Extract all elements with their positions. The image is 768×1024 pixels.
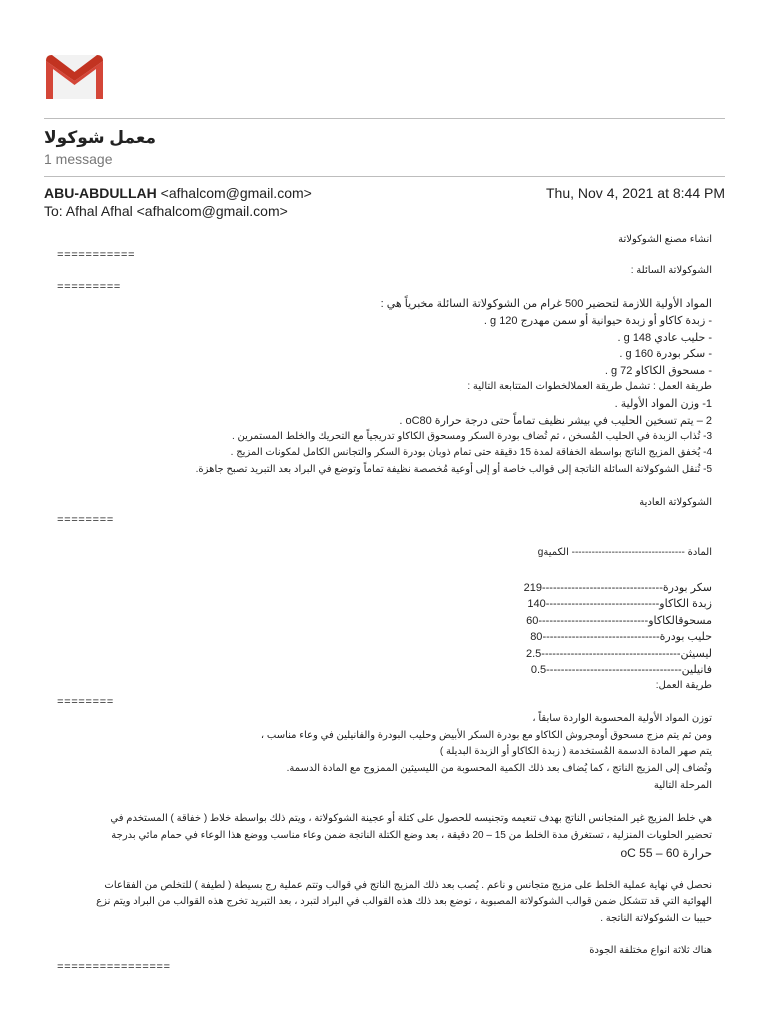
ingredients-intro: المواد الأولية اللازمة لتحضير 500 غرام من الشوكولاتة السائلة مخبرياً هي : [380,298,712,310]
separator: ======== [57,697,114,709]
ingredient-item: - سكر بودرة 160 g . [619,348,712,360]
work-line: توزن المواد الأولية المحسوبة الواردة سابقاً ، [532,713,712,724]
table-header: المادة ---------------------------------- الكميةg [537,547,712,558]
ingredient-item: - مسحوق الكاكاو 72 g . [604,365,712,377]
table-row: سكر بودرة---------------------------------219 [523,582,712,594]
message-count: 1 message [44,151,113,167]
method-step: 4- يُخفق المزيج الناتج بواسطة الخفاقة لمدة 15 دقيقة حتى تمام ذوبان بودرة السكر والتجانس الكامل لمكونات المزيج . [230,447,712,458]
separator: ========= [57,282,121,294]
sender-line [44,185,312,201]
table-row: فانيلين-------------------------------------0.5 [530,664,712,676]
work-line: وتُضاف إلى المزيج الناتج ، كما يُضاف بعد ذلك الكمية المحسوبة من الليسيثين الممزوج مع المادة الدسمة. [286,763,712,774]
email-date: Thu, Nov 4, 2021 at 8:44 PM [546,185,725,201]
work-line: المرحلة التالية [653,780,712,791]
paragraph-line: هي خلط المزيج غير المتجانس الناتج بهدف تنعيمه وتجنيسه للحصول على كتلة أو عجينة الشوكولاتة ، ويتم ذلك بواسطة خلاط ( خفاقة ) المستخدم في [110,813,712,824]
body-title: انشاء مصنع الشوكولاتة [618,234,712,245]
method-label: طريقة العمل: [655,680,712,691]
table-row: مسحوقالكاكاو------------------------------60 [526,615,712,627]
paragraph-line: تحضير الحلويات المنزلية ، تستغرق مدة الخلط من 15 – 20 دقيقة ، بعد وضع الكتلة الناتجة ضمن وعاء مناسب ووضع هذا الوعاء في حمام مائي بدرجة [111,830,712,841]
section-heading: الشوكولاتة العادية [639,497,712,508]
work-line: يتم صهر المادة الدسمة المُستخدمة ( زبدة الكاكاو أو الزبدة البديلة ) [439,746,712,757]
table-row: حليب بودرة--------------------------------80 [530,631,712,643]
paragraph-line: حرارة 60 – oC 55 [620,846,712,860]
table-row: ليسيثن--------------------------------------2.5 [526,648,712,660]
method-step: 3- تُذاب الزبدة في الحليب المُسخن ، ثم تُضاف بودرة السكر ومسحوق الكاكاو تدريجياً مع التحريك والخلط المستمرين . [232,431,712,442]
separator: ======== [57,515,114,527]
method-step: 2 – يتم تسخين الحليب في بيشر نظيف تماماً حتى درجة حرارة oC80 . [399,415,712,427]
paragraph-line: هناك ثلاثة انواع مختلفة الجودة [589,945,712,956]
method-step: 1- وزن المواد الأولية . [614,398,712,410]
separator: ================ [57,962,171,974]
separator: =========== [57,250,136,262]
method-step: 5- تُنقل الشوكولاتة السائلة الناتجة إلى قوالب خاصة أو إلى أوعية مُخصصة نظيفة تماماً وتوضع في البراد بعد التبريد تصبح جاهزة. [195,464,712,475]
recipient-line: To: Afhal Afhal <afhalcom@gmail.com> [44,203,288,219]
gmail-logo-icon [46,55,103,99]
method-intro: طريقة العمل : تشمل طريقة العملالخطوات المتتابعة التالية : [467,381,712,392]
sender-email[interactable]: <afhalcom@gmail.com> [160,185,312,201]
paragraph-line: حبيبا ت الشوكولاتة الناتجة . [600,913,712,924]
section-heading: الشوكولاتة السائلة : [630,265,712,276]
work-line: ومن ثم يتم مزج مسحوق أومجروش الكاكاو مع بودرة السكر الأبيض وحليب البودرة والفانيلين في وعاء مناسب ، [260,730,712,741]
thread-divider [44,176,725,177]
sender-name: ABU-ABDULLAH [44,185,157,201]
table-row: زبدة الكاكاو-------------------------------140 [527,598,712,610]
paragraph-line: نحصل في نهاية عملية الخلط على مزيج متجانس و ناعم . يُصب بعد ذلك المزيج الناتج في قوالب وتتم عملية رج بسيطة ( لطيفة ) للتخلص من الفقاعات [104,880,712,891]
ingredient-item: - زبدة كاكاو أو زبدة حيوانية أو سمن مهدرج 120 g . [483,315,712,327]
ingredient-item: - حليب عادي 148 g . [617,332,712,344]
email-subject: معمل شوكولا [44,128,156,147]
paragraph-line: الهوائية التي قد تتشكل ضمن قوالب الشوكولاتة المصبوبة ، توضع بعد ذلك هذه القوالب في البراد لتبرد ، بعد التبريد تخرج هذه القوالب من البراد ويتم نزع [96,896,712,907]
header-divider [44,118,725,119]
